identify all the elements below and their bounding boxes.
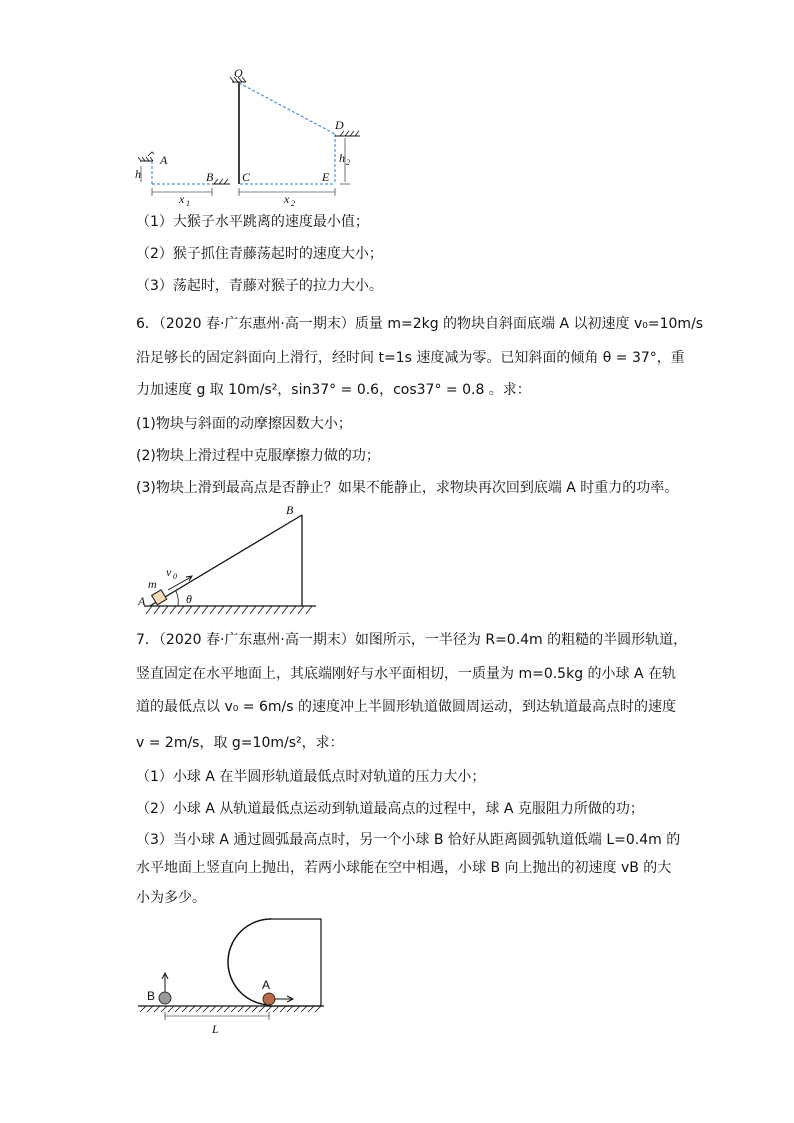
q6-line-1: 6．（2020 春·广东惠州·高一期末）质量 m=2kg 的物块自斜面底端 A 以初速度 v₀=10m/s	[136, 316, 704, 332]
q5-item-1: （1）大猴子水平跳离的速度最小值；	[136, 214, 369, 230]
incline-label-m: m	[148, 577, 157, 591]
track-label-b: B	[147, 989, 156, 1003]
label-d: D	[335, 118, 344, 132]
track-figure	[134, 912, 334, 1042]
q7-line-2: 竖直固定在水平地面上，其底端刚好与水平面相切，一质量为 m=0.5kg 的小球 A 在轨	[136, 666, 677, 682]
q7-item-3-cont: 水平地面上竖直向上抛出，若两小球能在空中相遇，小球 B 向上抛出的初速度 vB 的大	[136, 860, 672, 876]
incline-label-theta: θ	[186, 592, 192, 606]
label-h2-sub: 2	[346, 158, 350, 167]
incline-label-a: A	[138, 594, 146, 608]
label-h2: h	[339, 151, 345, 165]
incline-figure	[134, 498, 324, 620]
q7-item-2: （2）小球 A 从轨道最低点运动到轨道最高点的过程中，球 A 克服阻力所做的功；	[136, 801, 644, 817]
label-x2: x	[284, 192, 290, 206]
q7-line-3: 道的最低点以 v₀ = 6m/s 的速度冲上半圆形轨道做圆周运动，到达轨道最高点时的速度	[136, 699, 676, 715]
label-c: C	[242, 170, 251, 184]
q5-item-2: （2）猴子抓住青藤荡起时的速度大小；	[136, 246, 383, 262]
label-e: E	[322, 170, 330, 184]
q7-line-4: v = 2m/s，取 g=10m/s²，求：	[136, 735, 344, 751]
label-h: h	[135, 167, 141, 181]
incline-label-b: B	[286, 503, 294, 517]
q7-item-3: （3）当小球 A 通过圆弧最高点时，另一个小球 B 恰好从距离圆弧轨道低端 L=0.4m 的	[136, 832, 681, 848]
label-o: O	[234, 66, 243, 80]
q6-item-1: (1)物块与斜面的动摩擦因数大小；	[136, 416, 352, 432]
q6-item-3: (3)物块上滑到最高点是否静止？如果不能静止，求物块再次回到底端 A 时重力的功率。	[136, 480, 679, 496]
track-label-l: L	[212, 1022, 219, 1036]
incline-label-v0: v	[166, 565, 172, 579]
q5-item-3: （3）荡起时，青藤对猴子的拉力大小。	[136, 278, 383, 294]
label-x1-sub: 1	[186, 199, 190, 208]
q6-line-2: 沿足够长的固定斜面向上滑行，经时间 t=1s 速度减为零。已知斜面的倾角 θ = 37°，重	[136, 350, 685, 366]
label-x2-sub: 2	[291, 199, 295, 208]
label-b: B	[206, 170, 214, 184]
q7-line-1: 7．（2020 春·广东惠州·高一期末）如图所示，一半径为 R=0.4m 的粗糙的半圆形轨道，	[136, 632, 688, 648]
incline-label-v0-sub: 0	[173, 572, 177, 581]
monkey-vine-figure	[130, 62, 370, 212]
q7-item-3-end: 小为多少。	[136, 890, 206, 906]
label-a: A	[160, 153, 168, 167]
label-x1: x	[179, 192, 185, 206]
q6-item-2: (2)物块上滑过程中克服摩擦力做的功；	[136, 448, 380, 464]
q6-line-3: 力加速度 g 取 10m/s²，sin37° = 0.6，cos37° = 0.8 。求：	[136, 382, 531, 398]
track-label-a: A	[262, 978, 271, 992]
q7-item-1: （1）小球 A 在半圆形轨道最低点时对轨道的压力大小；	[136, 769, 486, 785]
